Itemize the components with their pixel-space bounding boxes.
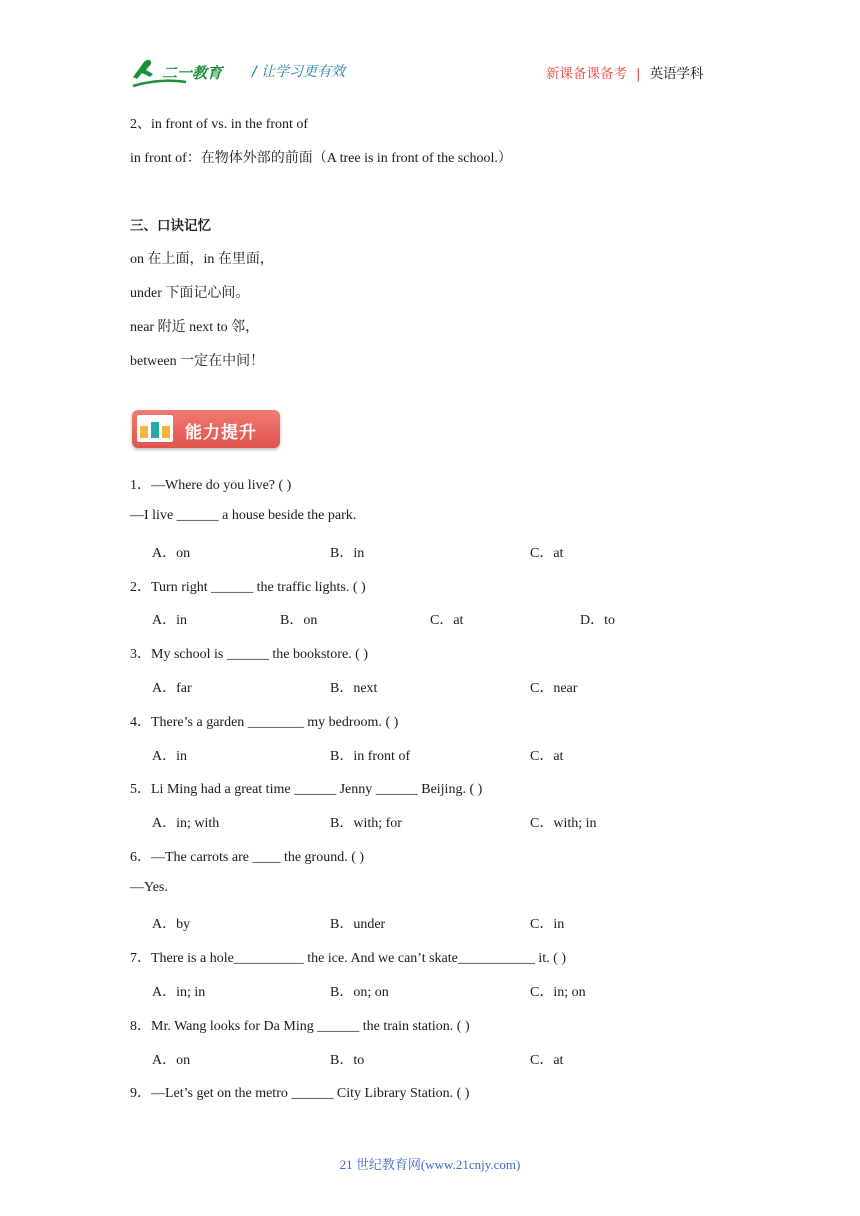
question-stem: 2．Turn right ______ the traffic lights. ( ) [130, 580, 366, 595]
option: B．next [330, 681, 378, 696]
rhyme-line: on 在上面，in 在里面， [130, 252, 274, 267]
question-stem: 3．My school is ______ the bookstore. ( ) [130, 647, 368, 662]
question-stem: 8．Mr. Wang looks for Da Ming ______ the train station. ( ) [130, 1019, 470, 1034]
logo [130, 56, 242, 90]
question-stem-line2: —Yes. [130, 880, 168, 895]
page-footer: 21 世纪教育网(www.21cnjy.com) [339, 1157, 521, 1172]
question-stem: 6．—The carrots are ____ the ground. ( ) [130, 850, 365, 865]
option: C．at [530, 546, 564, 561]
question-stem-line2: —I live ______ a house beside the park. [130, 508, 357, 523]
rhyme-line: under 下面记心间。 [130, 286, 250, 301]
option: C．in; on [530, 985, 586, 1000]
books-icon [137, 415, 173, 442]
banner-label: 能力提升 [185, 423, 257, 443]
option: B．on [280, 613, 318, 628]
option: C．at [430, 613, 464, 628]
header-subject: 英语学科 [649, 66, 704, 82]
question-stem: 9．—Let’s get on the metro ______ City Library Station. ( ) [130, 1086, 470, 1101]
question-stem: 4．There’s a garden ________ my bedroom. ( ) [130, 715, 399, 730]
option: B．under [330, 917, 386, 932]
option: A．on [152, 546, 191, 561]
option: A．in; with [152, 816, 220, 831]
option: A．far [152, 681, 192, 696]
option: C．at [530, 749, 564, 764]
option: A．by [152, 917, 191, 932]
option: B．to [330, 1053, 365, 1068]
option: A．in; in [152, 985, 206, 1000]
option: A．in [152, 613, 187, 628]
option: B．in front of [330, 749, 411, 764]
question-stem: 5．Li Ming had a great time ______ Jenny ______ Beijing. ( ) [130, 782, 483, 797]
option: C．at [530, 1053, 564, 1068]
header-divider: | [636, 66, 641, 82]
logo-text: 二一教育 [162, 64, 223, 82]
ability-banner [132, 410, 280, 448]
option: A．on [152, 1053, 191, 1068]
question-stem: 1．—Where do you live? ( ) [130, 478, 292, 493]
header-slogan: / 让学习更有效 [252, 64, 346, 80]
option: B．in [330, 546, 365, 561]
option: C．with; in [530, 816, 597, 831]
option: D．to [580, 613, 615, 628]
option: C．in [530, 917, 565, 932]
header-right [546, 62, 704, 82]
option: B．on; on [330, 985, 389, 1000]
option: B．with; for [330, 816, 402, 831]
header-course-label: 新课备课备考 [546, 66, 627, 82]
runner-icon [133, 60, 153, 79]
note-item2-title: 2、in front of vs. in the front of [130, 117, 309, 132]
note-item2-text: in front of：在物体外部的前面（A tree is in front of the school.） [130, 151, 512, 166]
option: C．near [530, 681, 578, 696]
rhyme-line: between 一定在中间！ [130, 354, 265, 369]
section3-title: 三、口诀记忆 [130, 218, 211, 234]
rhyme-line: near 附近 next to 邻， [130, 320, 260, 335]
question-stem: 7．There is a hole__________ the ice. And we can’t skate___________ it. ( ) [130, 951, 566, 966]
option: A．in [152, 749, 187, 764]
